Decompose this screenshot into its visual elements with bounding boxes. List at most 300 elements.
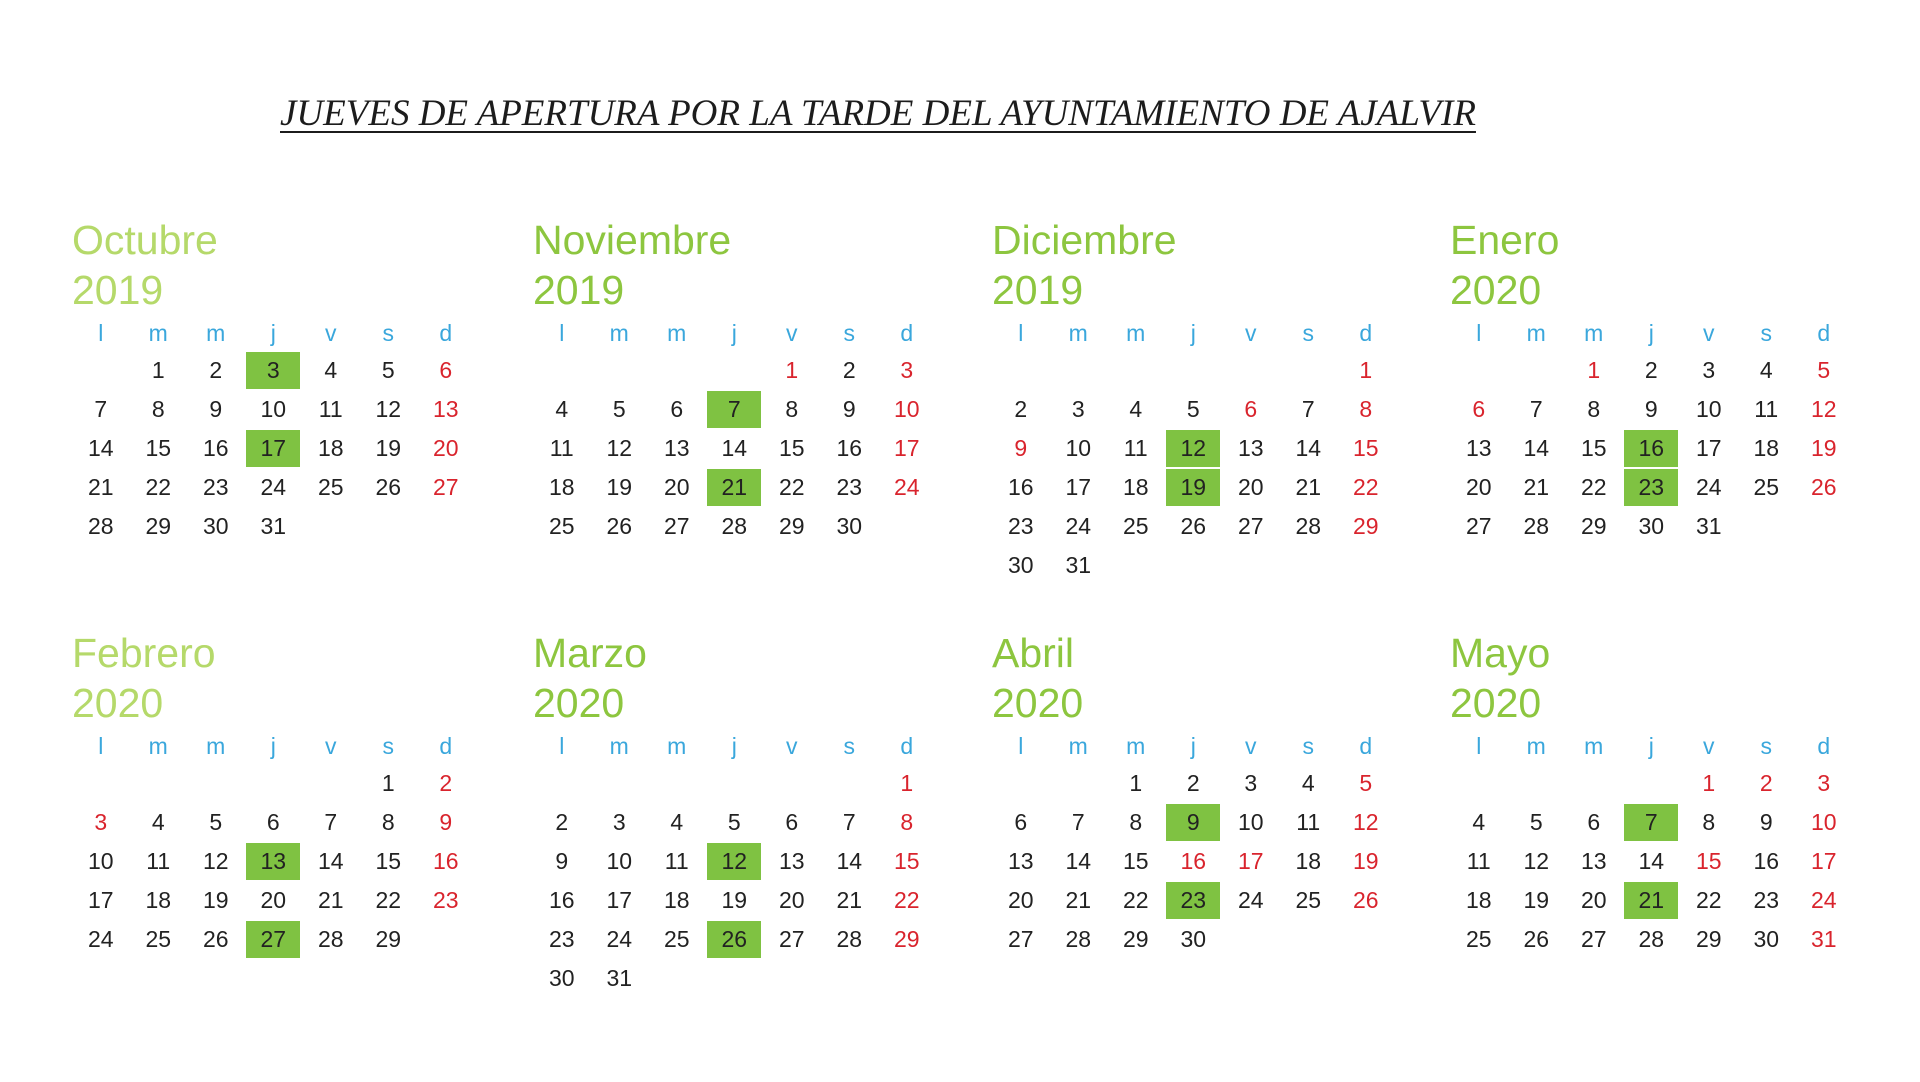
day-cell: 29 <box>1695 926 1722 952</box>
day-cell: 1 <box>151 357 165 383</box>
day-cell: 19 <box>202 887 229 913</box>
day-cell: 22 <box>778 474 805 500</box>
month-mayo <box>1450 628 1870 959</box>
day-cell: 18 <box>1465 887 1492 913</box>
weekday-label: j <box>731 320 737 346</box>
day-cell: 15 <box>1580 435 1607 461</box>
week-row <box>992 803 1412 842</box>
month-year: 2019 <box>992 267 1084 313</box>
week-row <box>1450 920 1870 959</box>
day-cell: 6 <box>439 357 453 383</box>
day-cell: 17 <box>893 435 920 461</box>
day-cell: 20 <box>432 435 459 461</box>
week-row <box>992 429 1412 468</box>
highlighted-day-cell: 23 <box>1165 881 1223 920</box>
weekday-label: j <box>731 733 737 759</box>
day-cell: 28 <box>1523 513 1550 539</box>
day-cell: 8 <box>1702 809 1716 835</box>
day-cell: 11 <box>1466 848 1491 874</box>
day-cell: 14 <box>1523 435 1550 461</box>
empty-day-cell <box>1508 351 1566 390</box>
week-row <box>533 959 953 998</box>
day-cell: 20 <box>1580 887 1607 913</box>
weekday-label: d <box>1359 320 1373 346</box>
empty-day-cell <box>1623 764 1681 803</box>
weekday-label: m <box>1126 320 1146 346</box>
weekday-label: m <box>1584 320 1604 346</box>
day-cell: 17 <box>1237 848 1264 874</box>
week-row <box>1450 351 1870 390</box>
day-cell: 4 <box>1472 809 1486 835</box>
empty-day-cell <box>1280 351 1338 390</box>
day-cell: 4 <box>1129 396 1143 422</box>
week-row <box>992 507 1412 546</box>
day-cell: 8 <box>1129 809 1143 835</box>
empty-day-cell <box>1565 764 1623 803</box>
day-cell: 3 <box>612 809 626 835</box>
weekday-label: d <box>1817 733 1831 759</box>
weekday-label: v <box>786 320 798 346</box>
day-cell: 16 <box>432 848 459 874</box>
day-cell: 5 <box>1186 396 1200 422</box>
weekday-label: m <box>148 320 168 346</box>
day-cell: 25 <box>1122 513 1149 539</box>
day-cell: 17 <box>87 887 114 913</box>
weekday-label: l <box>559 733 565 759</box>
day-cell: 3 <box>1071 396 1085 422</box>
day-cell: 10 <box>606 848 633 874</box>
day-cell: 8 <box>381 809 395 835</box>
empty-day-cell <box>533 351 591 390</box>
weekday-label: v <box>325 733 337 759</box>
page-title: JUEVES DE APERTURA POR LA TARDE DEL AYUNTAMIENTO DE AJALVIR <box>280 93 1476 134</box>
weekday-label: m <box>609 733 629 759</box>
day-cell: 13 <box>432 396 459 422</box>
weekday-label: m <box>1584 733 1604 759</box>
empty-day-cell <box>992 764 1050 803</box>
weekday-header-row <box>533 319 953 351</box>
day-cell: 7 <box>1529 396 1543 422</box>
day-cell: 22 <box>1122 887 1149 913</box>
day-cell: 16 <box>1180 848 1207 874</box>
day-cell: 28 <box>1295 513 1322 539</box>
day-cell: 2 <box>1759 770 1773 796</box>
week-row <box>1450 842 1870 881</box>
highlighted-day-cell: 12 <box>1165 429 1223 468</box>
month-name: Diciembre <box>992 217 1177 263</box>
day-cell: 15 <box>1695 848 1722 874</box>
day-cell: 19 <box>1352 848 1379 874</box>
day-cell: 29 <box>778 513 805 539</box>
day-cell: 24 <box>260 474 287 500</box>
weekday-label: s <box>843 733 855 759</box>
day-cell: 5 <box>1359 770 1373 796</box>
day-cell: 2 <box>555 809 569 835</box>
day-cell: 9 <box>555 848 569 874</box>
day-cell: 6 <box>1014 809 1028 835</box>
weekday-label: m <box>206 320 226 346</box>
day-cell: 26 <box>202 926 229 952</box>
weekday-label: j <box>1190 320 1196 346</box>
month-name: Febrero <box>72 630 216 676</box>
highlighted-day-cell: 27 <box>245 920 303 959</box>
weekday-label: v <box>1703 733 1715 759</box>
day-cell: 2 <box>1186 770 1200 796</box>
day-cell: 2 <box>1014 396 1028 422</box>
day-cell: 31 <box>606 965 633 991</box>
day-cell: 21 <box>317 887 344 913</box>
day-cell: 10 <box>87 848 114 874</box>
weekday-label: l <box>1018 320 1024 346</box>
empty-day-cell <box>72 351 130 390</box>
empty-day-cell <box>821 764 879 803</box>
day-cell: 18 <box>1753 435 1780 461</box>
empty-day-cell <box>591 351 649 390</box>
weekday-label: l <box>1018 733 1024 759</box>
day-cell: 9 <box>439 809 453 835</box>
day-cell: 17 <box>606 887 633 913</box>
day-cell: 20 <box>1007 887 1034 913</box>
week-row <box>992 351 1412 390</box>
day-cell: 3 <box>1702 357 1716 383</box>
day-cell: 2 <box>209 357 223 383</box>
day-cell: 4 <box>151 809 165 835</box>
highlighted-day-cell: 21 <box>706 468 764 507</box>
day-cell: 20 <box>260 887 287 913</box>
day-cell: 16 <box>836 435 863 461</box>
month-name: Octubre <box>72 217 218 263</box>
empty-day-cell <box>648 351 706 390</box>
day-cell: 5 <box>727 809 741 835</box>
week-row <box>72 390 492 429</box>
day-cell: 11 <box>664 848 689 874</box>
week-row <box>533 881 953 920</box>
weekday-label: m <box>1068 320 1088 346</box>
day-cell: 12 <box>1810 396 1837 422</box>
day-cell: 30 <box>1180 926 1207 952</box>
day-cell: 27 <box>1465 513 1492 539</box>
month-marzo <box>533 628 953 998</box>
day-cell: 19 <box>721 887 748 913</box>
day-cell: 8 <box>1359 396 1373 422</box>
month-grid <box>72 732 492 959</box>
day-cell: 3 <box>900 357 914 383</box>
empty-day-cell <box>648 764 706 803</box>
day-cell: 23 <box>432 887 459 913</box>
day-cell: 14 <box>836 848 863 874</box>
day-cell: 22 <box>1695 887 1722 913</box>
day-cell: 9 <box>209 396 223 422</box>
day-cell: 6 <box>266 809 280 835</box>
day-cell: 21 <box>87 474 114 500</box>
weekday-header-row <box>1450 732 1870 764</box>
empty-day-cell <box>1508 764 1566 803</box>
weekday-label: s <box>1760 733 1772 759</box>
day-cell: 16 <box>202 435 229 461</box>
day-cell: 23 <box>548 926 575 952</box>
month-name: Abril <box>992 630 1075 676</box>
week-row <box>1450 468 1870 507</box>
weekday-header-row <box>72 319 492 351</box>
highlighted-day-cell: 17 <box>245 429 303 468</box>
day-cell: 17 <box>1695 435 1722 461</box>
week-row <box>1450 390 1870 429</box>
month-year: 2019 <box>533 267 625 313</box>
day-cell: 26 <box>606 513 633 539</box>
month-grid <box>533 319 953 546</box>
day-cell: 25 <box>1295 887 1322 913</box>
empty-day-cell <box>706 351 764 390</box>
weekday-label: d <box>439 733 453 759</box>
day-cell: 16 <box>1753 848 1780 874</box>
weekday-label: m <box>1126 733 1146 759</box>
day-cell: 29 <box>1352 513 1379 539</box>
day-cell: 6 <box>785 809 799 835</box>
day-cell: 1 <box>1587 357 1601 383</box>
weekday-label: m <box>1526 320 1546 346</box>
day-cell: 25 <box>145 926 172 952</box>
highlighted-day-cell: 7 <box>1623 803 1681 842</box>
day-cell: 30 <box>1753 926 1780 952</box>
week-row <box>533 468 953 507</box>
weekday-label: j <box>1648 320 1654 346</box>
empty-day-cell <box>1450 351 1508 390</box>
day-cell: 29 <box>1580 513 1607 539</box>
weekday-label: d <box>900 733 914 759</box>
day-cell: 31 <box>1695 513 1722 539</box>
day-cell: 24 <box>606 926 633 952</box>
weekday-label: s <box>843 320 855 346</box>
weekday-label: l <box>98 733 104 759</box>
weekday-label: v <box>1703 320 1715 346</box>
day-cell: 8 <box>151 396 165 422</box>
day-cell: 31 <box>260 513 287 539</box>
month-diciembre <box>992 215 1412 585</box>
weekday-header-row <box>992 732 1412 764</box>
day-cell: 27 <box>432 474 459 500</box>
month-year: 2019 <box>72 267 164 313</box>
day-cell: 24 <box>893 474 920 500</box>
day-cell: 10 <box>1810 809 1837 835</box>
day-cell: 22 <box>893 887 920 913</box>
day-cell: 12 <box>1523 848 1550 874</box>
day-cell: 30 <box>1007 552 1034 578</box>
day-cell: 27 <box>1007 926 1034 952</box>
day-cell: 9 <box>1759 809 1773 835</box>
day-cell: 5 <box>1817 357 1831 383</box>
weekday-label: j <box>1190 733 1196 759</box>
empty-day-cell <box>1107 351 1165 390</box>
day-cell: 5 <box>612 396 626 422</box>
week-row <box>72 507 492 546</box>
day-cell: 25 <box>1753 474 1780 500</box>
day-cell: 24 <box>1695 474 1722 500</box>
day-cell: 27 <box>778 926 805 952</box>
day-cell: 6 <box>670 396 684 422</box>
day-cell: 29 <box>1122 926 1149 952</box>
day-cell: 11 <box>1754 396 1779 422</box>
day-cell: 9 <box>1014 435 1028 461</box>
empty-day-cell <box>533 764 591 803</box>
highlighted-day-cell: 19 <box>1165 468 1223 507</box>
day-cell: 28 <box>836 926 863 952</box>
day-cell: 21 <box>1295 474 1322 500</box>
weekday-label: m <box>1526 733 1546 759</box>
day-cell: 6 <box>1244 396 1258 422</box>
day-cell: 28 <box>1065 926 1092 952</box>
day-cell: 2 <box>439 770 453 796</box>
weekday-label: d <box>1817 320 1831 346</box>
weekday-header-row <box>533 732 953 764</box>
week-row <box>992 764 1412 803</box>
empty-day-cell <box>992 351 1050 390</box>
day-cell: 27 <box>663 513 690 539</box>
empty-day-cell <box>763 764 821 803</box>
day-cell: 29 <box>145 513 172 539</box>
day-cell: 20 <box>778 887 805 913</box>
day-cell: 4 <box>1301 770 1315 796</box>
month-grid <box>1450 319 1870 546</box>
day-cell: 2 <box>1644 357 1658 383</box>
day-cell: 5 <box>1529 809 1543 835</box>
week-row <box>1450 803 1870 842</box>
weekday-label: s <box>1302 733 1314 759</box>
day-cell: 7 <box>842 809 856 835</box>
month-abril <box>992 628 1412 959</box>
day-cell: 1 <box>1129 770 1143 796</box>
week-row <box>533 920 953 959</box>
day-cell: 23 <box>836 474 863 500</box>
empty-day-cell <box>302 764 360 803</box>
day-cell: 22 <box>375 887 402 913</box>
weekday-label: v <box>1245 733 1257 759</box>
day-cell: 11 <box>1296 809 1321 835</box>
day-cell: 7 <box>324 809 338 835</box>
week-row <box>1450 764 1870 803</box>
week-row <box>533 803 953 842</box>
weekday-label: d <box>439 320 453 346</box>
weekday-label: v <box>786 733 798 759</box>
day-cell: 1 <box>1702 770 1716 796</box>
week-row <box>992 920 1412 959</box>
highlighted-day-cell: 26 <box>706 920 764 959</box>
day-cell: 13 <box>1580 848 1607 874</box>
month-grid <box>72 319 492 546</box>
day-cell: 8 <box>900 809 914 835</box>
day-cell: 12 <box>606 435 633 461</box>
weekday-label: m <box>609 320 629 346</box>
highlighted-day-cell: 23 <box>1623 468 1681 507</box>
day-cell: 7 <box>1071 809 1085 835</box>
weekday-label: j <box>270 320 276 346</box>
month-grid <box>992 732 1412 959</box>
highlighted-day-cell: 7 <box>706 390 764 429</box>
day-cell: 13 <box>778 848 805 874</box>
month-febrero <box>72 628 492 959</box>
day-cell: 10 <box>1065 435 1092 461</box>
day-cell: 14 <box>317 848 344 874</box>
day-cell: 18 <box>548 474 575 500</box>
month-name: Noviembre <box>533 217 732 263</box>
day-cell: 22 <box>145 474 172 500</box>
day-cell: 12 <box>202 848 229 874</box>
week-row <box>1450 881 1870 920</box>
weekday-label: v <box>1245 320 1257 346</box>
empty-day-cell <box>706 764 764 803</box>
week-row <box>1450 507 1870 546</box>
week-row <box>992 842 1412 881</box>
day-cell: 5 <box>209 809 223 835</box>
weekday-label: m <box>667 320 687 346</box>
day-cell: 10 <box>260 396 287 422</box>
empty-day-cell <box>1450 764 1508 803</box>
weekday-header-row <box>992 319 1412 351</box>
week-row <box>533 507 953 546</box>
highlighted-day-cell: 12 <box>706 842 764 881</box>
empty-day-cell <box>245 764 303 803</box>
weekday-label: l <box>1476 320 1482 346</box>
empty-day-cell <box>1050 764 1108 803</box>
day-cell: 19 <box>375 435 402 461</box>
weekday-label: v <box>325 320 337 346</box>
day-cell: 26 <box>1352 887 1379 913</box>
week-row <box>72 468 492 507</box>
day-cell: 11 <box>318 396 343 422</box>
week-row <box>72 429 492 468</box>
weekday-header-row <box>72 732 492 764</box>
weekday-label: m <box>1068 733 1088 759</box>
day-cell: 19 <box>1810 435 1837 461</box>
empty-day-cell <box>591 764 649 803</box>
day-cell: 18 <box>1122 474 1149 500</box>
highlighted-day-cell: 16 <box>1623 429 1681 468</box>
day-cell: 30 <box>1638 513 1665 539</box>
day-cell: 15 <box>1122 848 1149 874</box>
week-row <box>533 429 953 468</box>
day-cell: 22 <box>1580 474 1607 500</box>
day-cell: 3 <box>1244 770 1258 796</box>
month-name: Marzo <box>533 630 647 676</box>
day-cell: 16 <box>548 887 575 913</box>
day-cell: 30 <box>202 513 229 539</box>
weekday-label: s <box>1302 320 1314 346</box>
day-cell: 26 <box>1810 474 1837 500</box>
empty-day-cell <box>187 764 245 803</box>
week-row <box>533 842 953 881</box>
day-cell: 14 <box>1065 848 1092 874</box>
week-row <box>533 390 953 429</box>
day-cell: 18 <box>145 887 172 913</box>
day-cell: 25 <box>317 474 344 500</box>
day-cell: 15 <box>145 435 172 461</box>
day-cell: 20 <box>1237 474 1264 500</box>
day-cell: 12 <box>375 396 402 422</box>
day-cell: 21 <box>1523 474 1550 500</box>
day-cell: 27 <box>1237 513 1264 539</box>
day-cell: 9 <box>842 396 856 422</box>
month-enero <box>1450 215 1870 546</box>
day-cell: 28 <box>1638 926 1665 952</box>
day-cell: 24 <box>1810 887 1837 913</box>
day-cell: 24 <box>87 926 114 952</box>
day-cell: 18 <box>317 435 344 461</box>
day-cell: 19 <box>606 474 633 500</box>
month-grid <box>992 319 1412 585</box>
day-cell: 13 <box>1465 435 1492 461</box>
day-cell: 11 <box>549 435 574 461</box>
day-cell: 12 <box>1352 809 1379 835</box>
day-cell: 1 <box>381 770 395 796</box>
